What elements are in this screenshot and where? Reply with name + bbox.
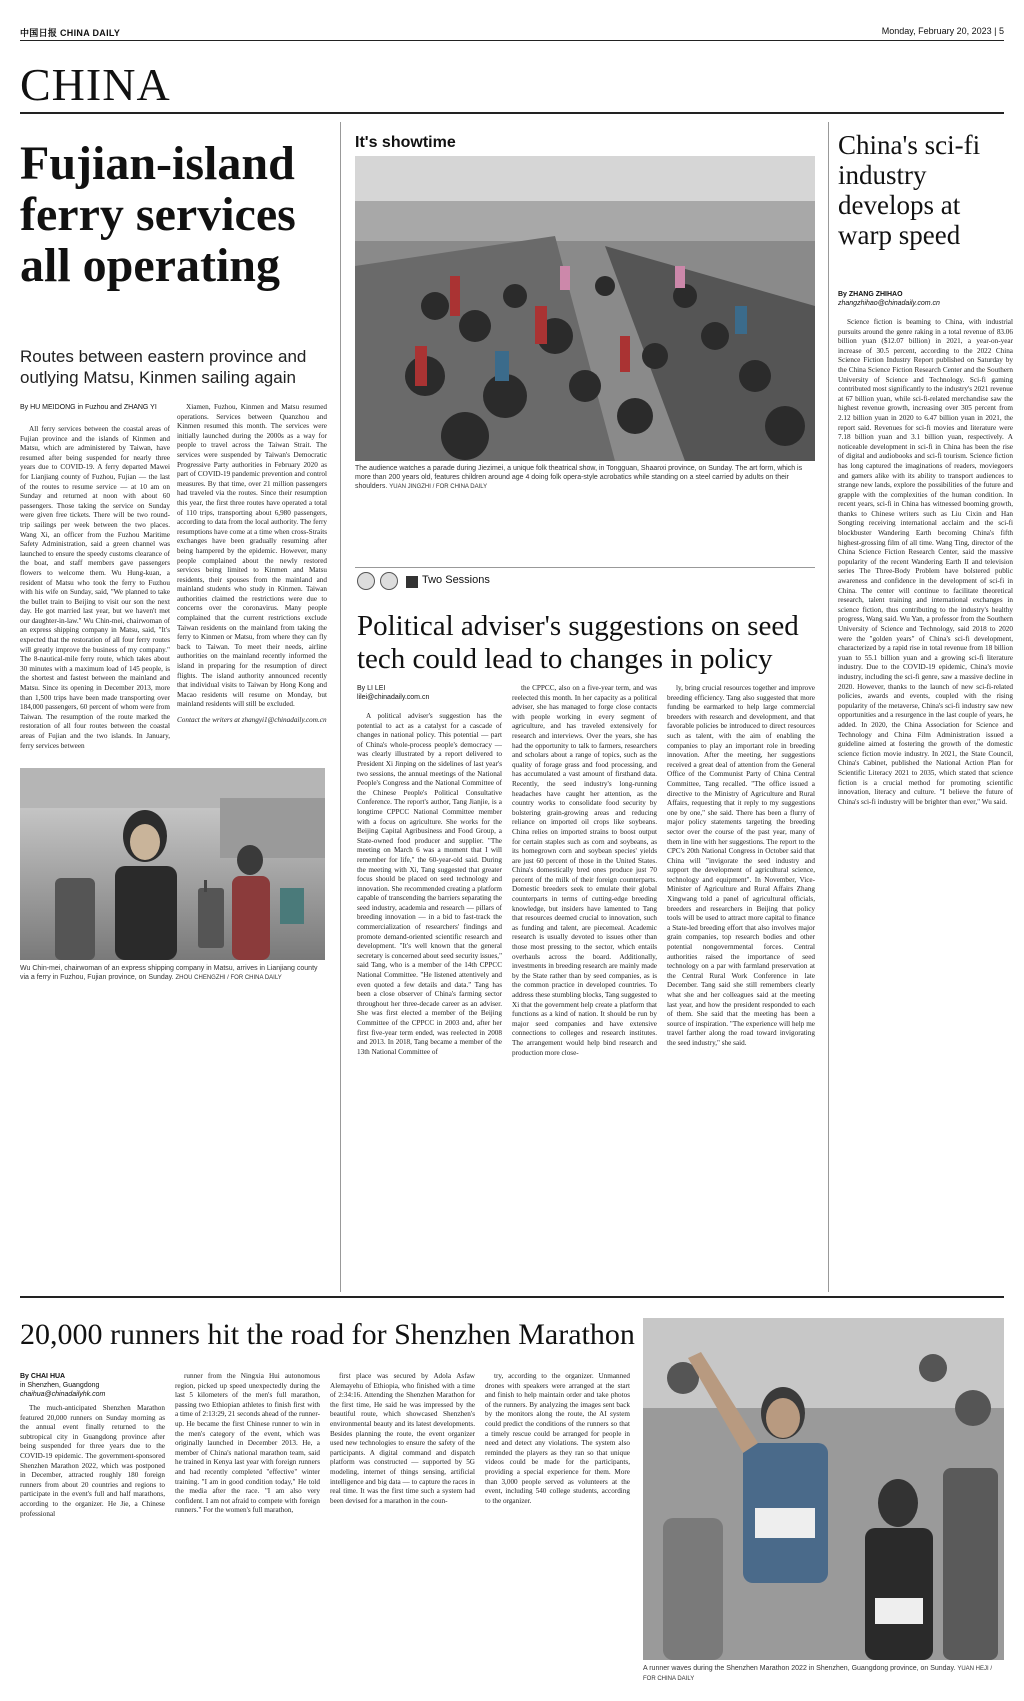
- two-sessions-tag: Two Sessions: [422, 574, 490, 586]
- story4-headline: 20,000 runners hit the road for Shenzhen Marathon: [20, 1318, 635, 1351]
- story2-byline: By LI LEI lilei@chinadaily.com.cn: [357, 685, 430, 701]
- folk-parade-photo: [355, 156, 815, 461]
- story4-column-4: try, according to the organizer. Unmanned drones with speakers were arranged at the start and finish to help maintain order and take photos of the runners. By analyzing the images sent back by the monitors along the route, the AI system could predict the conditions of the runners so that a timely rescue could be arranged for people in need and detect any violations. The system also reminded the players as they ran so that unique videos could be made for the participants, providing a special experience for them. More than 3,000 people served as volunteers at the event, including 540 college students, according to the organizer.: [485, 1372, 630, 1505]
- story1-contact: Contact the writers at zhangyi1@chinadaily.com.cn: [177, 716, 327, 724]
- story4-byline: By CHAI HUA in Shenzhen, Guangdong chaihua@chinadailyhk.com: [20, 1373, 106, 1398]
- story2-column-1: A political adviser's suggestion has the potential to act as a catalyst for a cascade of changes in national policy. This potential — part of China's whole-process people's democracy — was clearly illustrated by a report delivered to President Xi Jinping on the sidelines of last year's two sessions, the annual meetings of the National People's Congress and the National Committee of the Chinese People's Political Consultative Conference. The report's author, Tang Jianjie, is a longtime CPPCC National Committee member with a focus on agriculture. She works for the Beijing Capital Agribusiness and Food Group, a State-owned food producer and supplier. "The meeting on March 6 was a moment that I will remember for life," the 60-year-old said. During the meeting with Xi, Tang suggested that greater focus should be placed on seed technology and innovation. She recommended creating a platform capable of transcending the barriers separating the seed industry, academia and research — pillars of breeding innovation — in a bid to fast-track the commercialization of researchers' findings and promote demand-oriented scientific research and development. "It's well known that the general secretary is concerned about seed security issues," said Tang, who is a member of the 14th CPPCC National Committee. "He listened attentively and even quoted a few details and data." Tang has been a close observer of China's farming sector throughout her three-decade career as an adviser. She was first elected a member of the Beijing Committee of the CPPCC in 2003 and, after her first five-year term ended, was reelected in 2008 and 2013. In 2018, Tang became a member of the 13th National Committee of: [357, 712, 502, 1056]
- section-divider: [355, 567, 815, 568]
- masthead-date-page: Monday, February 20, 2023 | 5: [881, 26, 1004, 36]
- story2-column-2: the CPPCC, also on a five-year term, and was reelected this month. In her capacity as a political adviser, she has managed to forge close contacts with people working in every segment of agriculture, and has traveled extensively for research and interviews. Over the years, she has had the opportunity to talk to farmers, researchers and scholars about a range of topics, such as the quality of forage grass and food processing, and has accumulated a vast amount of firsthand data. Recently, the seed industry's long-running headaches have caught her attention, as the country works to consolidate food security by bolstering grain-growing areas and reducing reliance on imported oil crops like soybeans. China relies on imported strains to boost output for certain staples such as corn and soybeans, as its homegrown corn and soybean species' yields are just 60 percent of those in the United States. China's domestically bred ones produce just 70 percent of the milk of their foreign counterparts. Domestic breeders seek to emulate their global counterparts in terms of cutting-edge breeding knowledge, but insiders have lamented to Tang that resources deemed crucial to innovation, such as funding and talent, are piecemeal. Academic research is usually devoted to issues other than those most pressing to the sector, which entails overhauls across the board. Additionally, investments in breeding research are mainly made by the State rather than by seed companies, as is the common practice in developed countries. To address these stumbling blocks, Tang suggested to Xi that the government help create a platform that functions as a kind of nation. It should be run by major seed companies and have extensive connections to colleges and research institutes. The arrangement would help bind research and production more close-: [512, 684, 657, 1057]
- marathon-runner-photo: [643, 1318, 1004, 1660]
- story4-column-1: The much-anticipated Shenzhen Marathon featured 20,000 runners on Sunday morning as the annual event finally returned to the subtropical city in Guangdong province after being suspended for three years due to the COVID-19 epidemic. The government-sponsored Shenzhen Marathon 2022, which was postponed in December, attracted roughly 180 foreign runners from about 20 countries and regions to participate in the event's full and half marathons, according to the organizer. He Jie, a Chinese professional: [20, 1404, 165, 1518]
- column-divider: [340, 122, 341, 1292]
- ferry-arrival-photo: [20, 768, 325, 960]
- story1-deck: Routes between eastern province and outlying Matsu, Kinmen sailing again: [20, 347, 307, 387]
- story2-column-3: ly, bring crucial resources together and improve breeding efficiency. Tang also suggested that more funding be earmarked to help large commercial breeders with research and development, and that favorable policies be introduced to direct resources such as talent, with the aim of enabling the companies to play an important role in breeding innovation. After the meeting, her suggestions received a great deal of attention from the General Office of the Communist Party of China Central Committee, Tang recalled. "The office issued a directive to the Ministry of Agriculture and Rural Affairs, requesting that it reply to my suggestions one by one," she said. There has been a flurry of major policy statements targeting the breeding sector over the course of the past year, many of them in line with her suggestions. The report to the CPC's 20th National Congress in October said that China will "invigorate the seed industry and support the development of agricultural science, technology and equipment". In November, Vice-Minister of Agriculture and Rural Affairs Zhang Xingwang told a panel of agricultural officials, breeders and researchers in Beijing that policy tools will be used to attract more capital to finance a State-led breeding effort that also involves major grain companies, top research bodies and other potential nongovernmental forces. Central authorities raised the importance of seed technology on a par with farmland preservation at the Central Rural Work Conference in late December. Tang said she still remembers clearly what she and her colleagues said at the meeting last year, and how the president responded to each of them. She said that the meeting has been a source of inspiration. "The experience will help me travel farther along the road toward invigorating the seed industry," she said.: [667, 684, 815, 1047]
- masthead-rule: [20, 40, 1004, 41]
- emblem-icon: [357, 572, 375, 590]
- ferry-photo-caption: Wu Chin-mei, chairwoman of an express shipping company in Matsu, arrives in Lianjiang county via a ferry in Fuzhou, Fujian province, on Sunday. ZHOU CHENGZHI / FOR CHINA DAILY: [20, 965, 318, 981]
- story4-column-2: runner from the Ningxia Hui autonomous region, picked up speed unexpectedly during the last 5 kilometers of the men's full marathon, passing two Ethiopian athletes to finish first with a time of 2:13:29, 21 seconds ahead of the runner-up. He became the first Chinese runner to win in the men's category of the event, which was originally launched in December 2013. He, a member of China's national marathon team, said he trained in Kenya last year with foreign runners and had recently completed "effective" winter training. "I am in good condition today," He told the media after the race. "I am also very confident. I am not afraid to compete with foreign runners." For the women's full marathon,: [175, 1372, 320, 1515]
- parade-photo-caption: The audience watches a parade during Jiezimei, a unique folk theatrical show, in Tongguan, Shaanxi province, on Sunday. The art form, which is more than 200 years old, features children around age 4 doing folk opera-style acrobatics while standing on a steel carried by adults on their shoulders. YUAN JINGZHI / FOR CHINA DAILY: [355, 465, 803, 490]
- tag-marker-icon: [406, 576, 418, 588]
- showtime-kicker: It's showtime: [355, 134, 456, 151]
- bottom-section-rule: [20, 1296, 1004, 1298]
- masthead: [20, 22, 1004, 40]
- marathon-photo-caption: A runner waves during the Shenzhen Marathon 2022 in Shenzhen, Guangdong province, on Sunday. YUAN HEJI / FOR CHINA DAILY: [643, 1665, 993, 1682]
- story1-column-1: All ferry services between the coastal areas of Fujian province and the islands of Kinmen and Matsu, which are administered by Taiwan, have resumed after being suspended for nearly three years due to COVID-19. A ferry departed Mawei for Lianjiang county of Fuzhou, Fujian — the last of the routes to resume service — at 10 am on Sunday and returned at noon with about 60 passengers. Those taking the service on Sunday were given free tickets. There will be two round-trip sailings per week between the two places. Wang Xi, an officer from the Fuzhou Maritime Safety Administration, said a green channel was launched to ensure the speedy customs clearance of the boat, and staff members gave passengers flowers to welcome them. Wu Hung-kuan, a resident of Matsu who took the ferry to Fuzhou with his wife on Sunday, said, "We planned to take the bullet train to Beijing to visit our son the next day. He got married last year, but we haven't met our daughter-in-law." Wu Chin-mei, chairwoman of an express shipping company in Matsu, said, "It's expected that the restoration of all four ferry routes will greatly improve the business of my company." The 8-nautical-mile ferry route, which takes about 30 minutes with a maximum load of 145 people, is the shortest and fastest between the mainland and Matsu. Since its opening in December 2013, more than 1,500 trips have been made transporting over 184,000 passengers, 60 percent of whom were from Taiwan. The resumption of the route marked the restoration of all four routes between the coastal areas of Fujian and the two islands. In January, ferry services between: [20, 425, 170, 750]
- masthead-title: 中国日报 CHINA DAILY: [20, 28, 121, 38]
- section-title: CHINA: [20, 59, 171, 110]
- story1-headline: Fujian-island ferry services all operating: [20, 137, 296, 292]
- story2-headline: Political adviser's suggestions on seed tech could lead to changes in policy: [357, 610, 799, 675]
- story3-byline: By ZHANG ZHIHAO zhangzhihao@chinadaily.com.cn: [838, 291, 940, 307]
- story1-column-2: Xiamen, Fuzhou, Kinmen and Matsu resumed operations. Services between Quanzhou and Kinmen resumed this month. The services were initially launched during the 2000s as a way for people to travel across the Taiwan Strait. The services were suspended by Taiwan's Democratic Progressive Party authorities in February 2020 as part of COVID-19 pandemic prevention and control measures. By that time, over 21 million passengers had traveled via the routes. Since their resumption this year, the first three routes have operated a total of 110 trips, transporting about 6,980 passengers, according to data from the local authority. The ferry resumptions have come at a time when cross-Straits exchanges have been gradually resuming after being hampered by the epidemic. However, many people complained about the newly restored services being limited to Kinmen and Matsu residents, their spouses from the mainland and mainland students who study in Kinmen. Taiwan authorities claimed the restrictions were due to concerns over the coronavirus. Many people complained that the current restrictions exclude Taiwan residents on the mainland from taking the ferry to Kinmen or Matsu, from where they can fly back to Taiwan. To meet their needs, airline authorities on the mainland recently informed the island in preparing for the resumption of direct flights. The island authority announced recently that individual visits to Taiwan by Hong Kong and Macao residents will resume on Monday, but mainland residents will still be excluded.: [177, 403, 327, 709]
- section-rule: [20, 112, 1004, 114]
- story3-column: Science fiction is beaming to China, with industrial pursuits around the genre raking in a total revenue of 83.06 billion yuan ($12.07 billion) in 2021, a year-on-year increase of 30.5 percent, according to the 2022 China Science Fiction Industry Report published on Saturday by the China Science Fiction Research Center and the Southern University of Science and Technology. Sci-fi gaming contributed most significantly to the industry's 2021 revenue at 67 billion yuan, while sci-fi-related merchandise saw the highest revenue growth, increasing over 305 percent from 2.12 billion yuan in 2020 to 6.47 billion yuan in 2021, the report said. Revenues for sci-fi movies and literature were 7.18 billion yuan and 3.1 billion yuan, respectively. A noticeable development in sci-fi in China has been the rise of digital and audiobooks and sci-fi tourism. Science fiction has long captured the imaginations of readers, moviegoers and gamers alike with its ability to transport audiences to strange new lands, explore the possibilities of the future and grapple with the complexities of the human condition. In recent years, sci-fi in China has witnessed booming growth, thanks to Chinese writers such as Liu Cixin and Han Songting receiving international acclaim and the sci-fi blockbuster Wandering Earth becoming China's fifth highest-grossing film of all time. Wang Ting, director of the China Science Fiction Research Center, said the massive popularity of the recent Wandering Earth II and television series The Three-Body Problem have bolstered public awareness and confidence in the development of sci-fi in China. The center will continue to facilitate theoretical research, talent training and international exchanges in science fiction, thus contributing to the industry's healthy progress, Wang said. Wu Yan, a professor from the Southern University of Science and Technology, said 2018 to 2020 were the "golden years" of China's sci-fi development, characterized by a rapid rise in total revenue from 18 billion yuan to 55.1 billion yuan and a growing sci-fi literature industry. Due to the COVID-19 epidemic, China's movie industry, including the sci-fi genre, saw a massive decline in 2020. However, thanks to the launch of new sci-fi-related policies, awards and events, coupled with the rising popularity of the metaverse, China's sci-fi industry saw new opportunities and a resurgence in the last couple of years, he added. In 2020, the China Association for Science and Technology and China Film Administration issued a guideline aimed at fostering the growth of the domestic science fiction movie industry. In 2021, the State Council, China's Cabinet, published the National Action Plan for Scientific Literacy 2021 to 2035, which stated that science fiction is a crucial method for promoting scientific innovation, literacy and culture. "I believe the future of China's sci-fi industry will be brighter than ever," Wu said.: [838, 318, 1013, 806]
- column-divider: [828, 122, 829, 1292]
- emblem-icon: [380, 572, 398, 590]
- story4-column-3: first place was secured by Adola Asfaw Alemayehu of Ethiopia, who finished with a time of 2:34:16. Attending the Shenzhen Marathon for the first time, He said he was impressed by the beautiful route, which showcased Shenzhen's environmental beauty and its latest developments. Besides planning the route, the event organizer used new technologies to ensure the safety of the participants. A digital command and dispatch platform was constructed — supported by 5G modeling, internet of things sensing, artificial intelligence and big data — to capture the races in real time. It was the first time such a system had been devised for a marathon in the coun-: [330, 1372, 475, 1505]
- story1-byline: By HU MEIDONG in Fuzhou and ZHANG YI: [20, 404, 157, 411]
- story3-headline: China's sci-fi industry develops at warp speed: [838, 130, 981, 250]
